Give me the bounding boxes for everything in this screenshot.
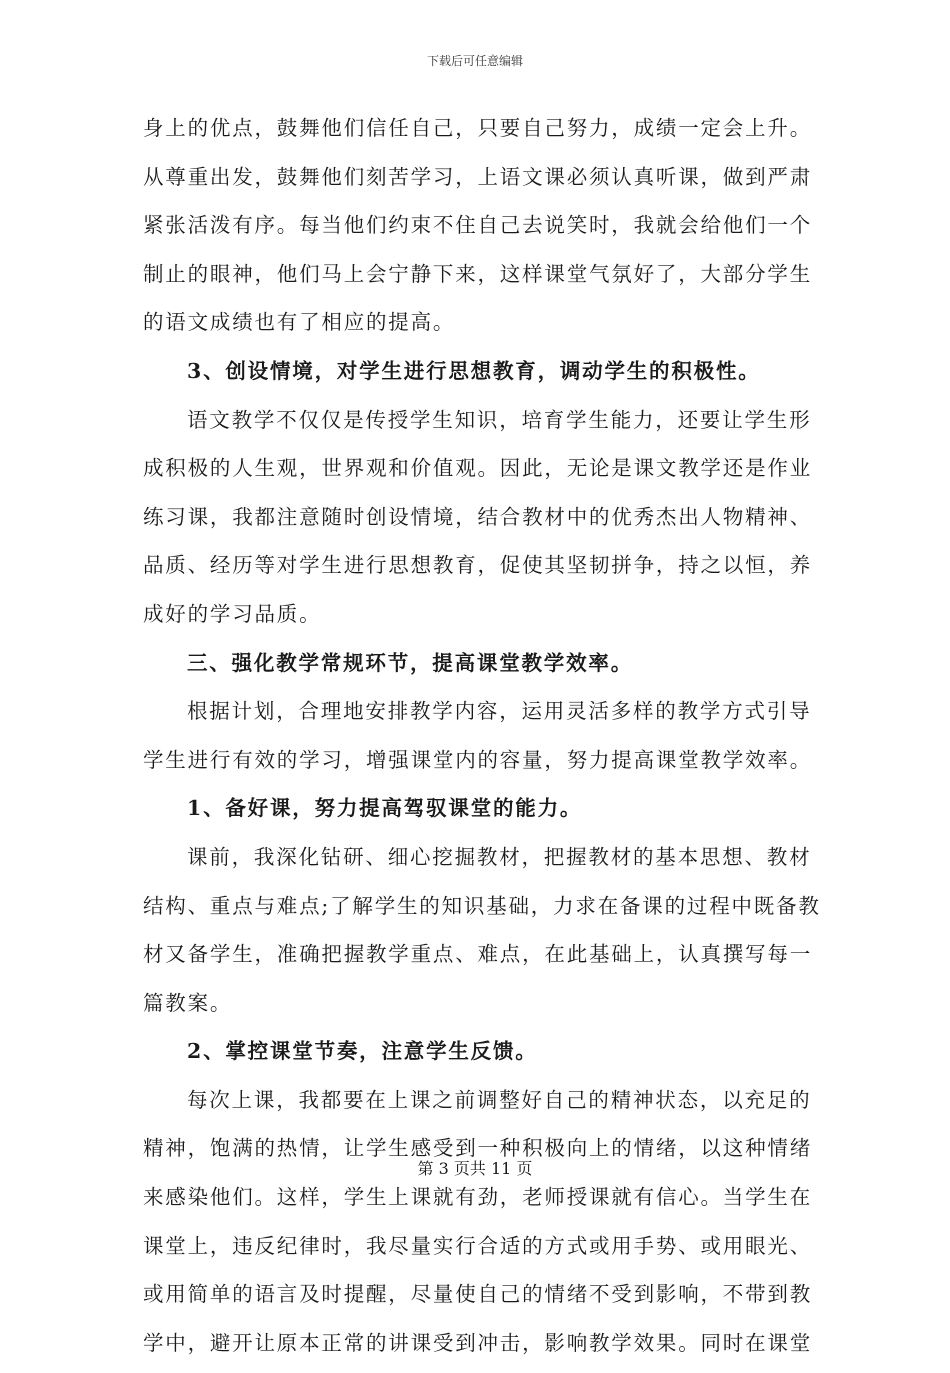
- page-header: 下载后可任意编辑: [426, 54, 523, 68]
- body-text-line: 课前，我深化钻研、细心挖掘教材，把握教材的基本思想、教材: [187, 844, 812, 869]
- body-text-line: 或用简单的语言及时提醒，尽量使自己的情绪不受到影响，不带到教: [143, 1282, 812, 1307]
- page-footer: 第 3 页共 11 页: [417, 1159, 533, 1178]
- body-text-line: 成好的学习品质。: [143, 601, 322, 626]
- document-body: [143, 110, 821, 1373]
- body-text-line: 学中，避开让原本正常的讲课受到冲击，影响教学效果。同时在课堂: [143, 1330, 812, 1355]
- body-text-line: 每次上课，我都要在上课之前调整好自己的精神状态，以充足的: [187, 1087, 812, 1112]
- body-text-line: 结构、重点与难点;了解学生的知识基础，力求在备课的过程中既备教: [143, 893, 821, 918]
- section-heading: 1、备好课，努力提高驾驭课堂的能力。: [187, 796, 583, 821]
- body-text-line: 从尊重出发，鼓舞他们刻苦学习，上语文课必须认真听课，做到严肃: [143, 164, 812, 189]
- body-text-line: 成积极的人生观，世界观和价值观。因此，无论是课文教学还是作业: [143, 456, 812, 481]
- section-heading: 三、强化教学常规环节，提高课堂教学效率。: [187, 650, 633, 675]
- body-text-line: 来感染他们。这样，学生上课就有劲，老师授课就有信心。当学生在: [143, 1185, 812, 1210]
- body-text-line: 制止的眼神，他们马上会宁静下来，这样课堂气氛好了，大部分学生: [143, 261, 812, 286]
- section-heading: 2、掌控课堂节奏，注意学生反馈。: [187, 1039, 538, 1064]
- body-text-line: 材又备学生，准确把握教学重点、难点，在此基础上，认真撰写每一: [143, 942, 812, 967]
- body-text-line: 紧张活泼有序。每当他们约束不住自己去说笑时，我就会给他们一个: [143, 213, 812, 238]
- body-text-line: 品质、经历等对学生进行思想教育，促使其坚韧拼争，持之以恒，养: [143, 553, 812, 578]
- body-text-line: 练习课，我都注意随时创设情境，结合教材中的优秀杰出人物精神、: [143, 504, 812, 529]
- section-heading: 3、创设情境，对学生进行思想教育，调动学生的积极性。: [187, 358, 761, 383]
- body-text-line: 课堂上，违反纪律时，我尽量实行合适的方式或用手势、或用眼光、: [143, 1233, 812, 1258]
- body-text-line: 根据计划，合理地安排教学内容，运用灵活多样的教学方式引导: [187, 699, 812, 724]
- body-text-line: 学生进行有效的学习，增强课堂内的容量，努力提高课堂教学效率。: [143, 747, 812, 772]
- body-text-line: 语文教学不仅仅是传授学生知识，培育学生能力，还要让学生形: [187, 407, 812, 432]
- body-text-line: 篇教案。: [143, 990, 233, 1015]
- body-text-line: 的语文成绩也有了相应的提高。: [143, 310, 456, 335]
- body-text-line: 精神，饱满的热情，让学生感受到一种积极向上的情绪，以这种情绪: [143, 1136, 812, 1161]
- body-text-line: 身上的优点，鼓舞他们信任自己，只要自己努力，成绩一定会上升。: [143, 116, 812, 140]
